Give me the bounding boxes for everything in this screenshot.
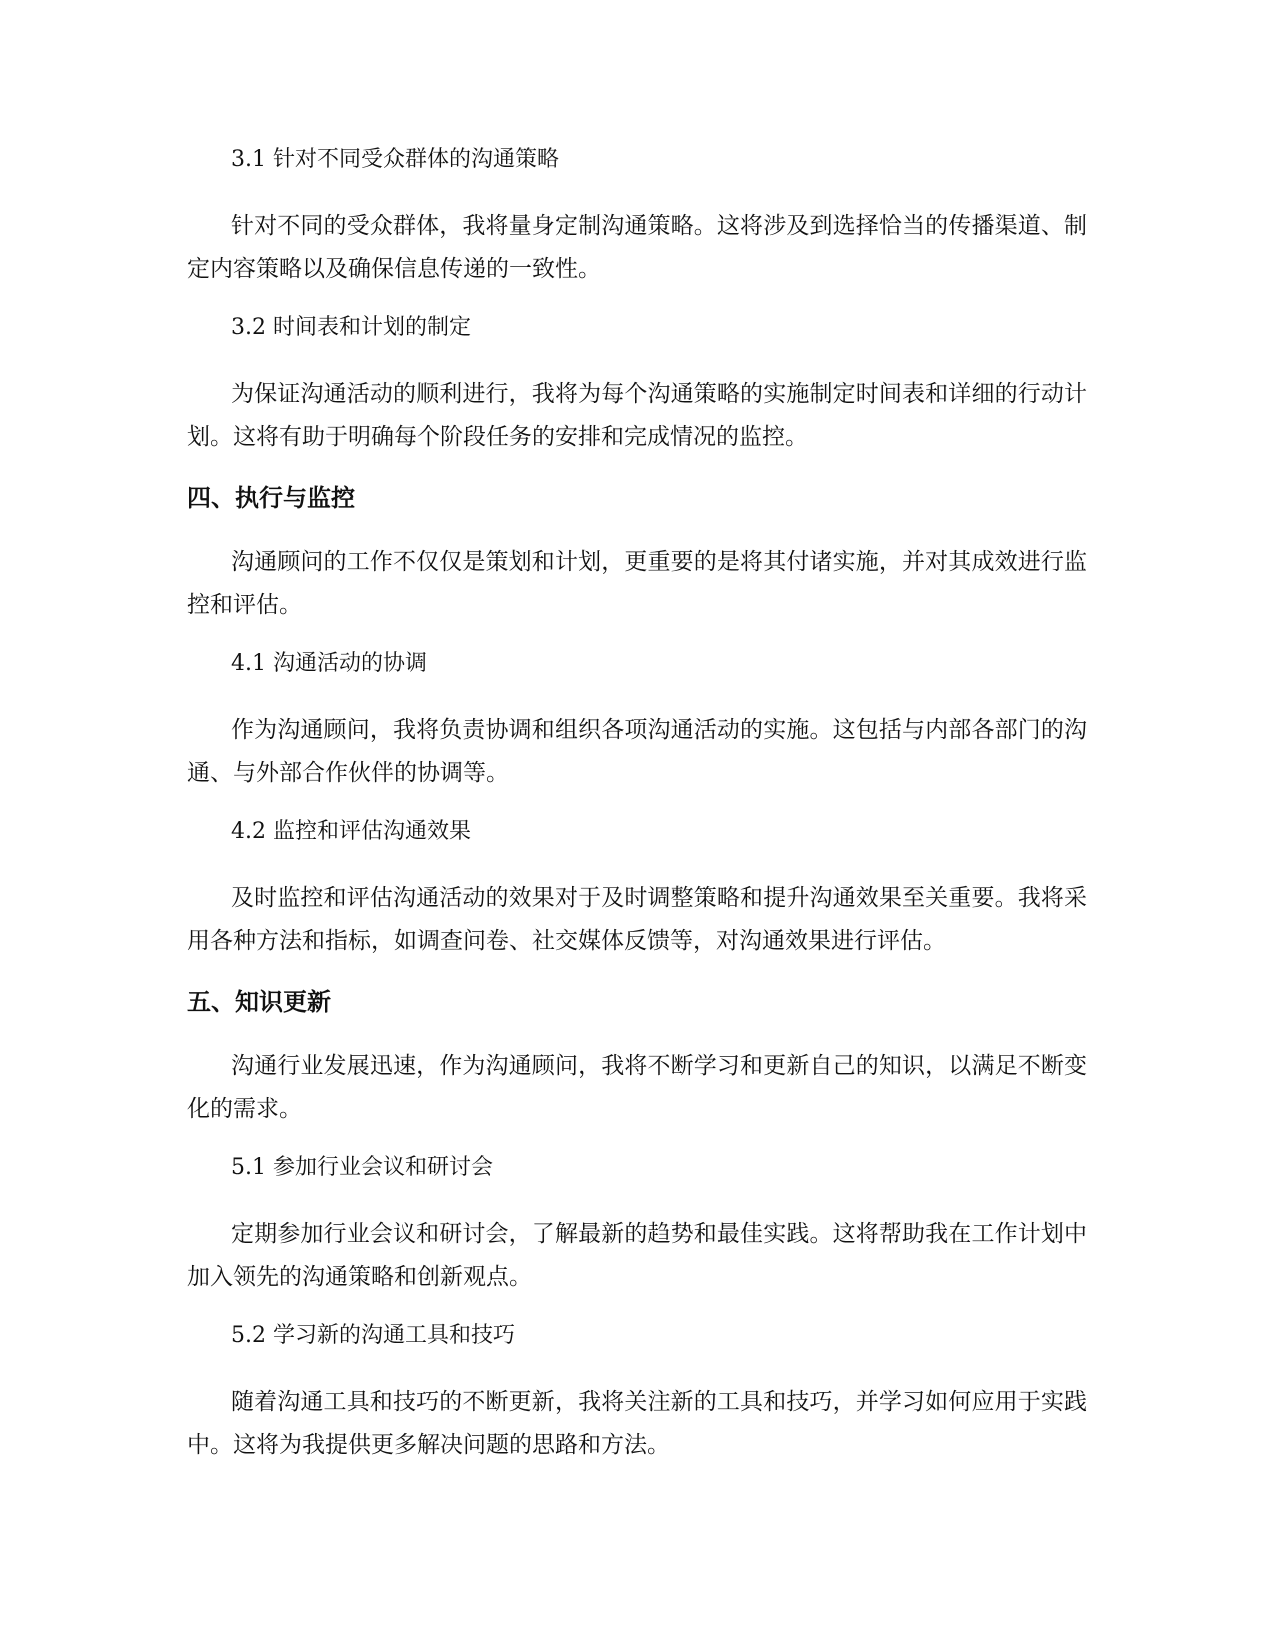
paragraph-4-intro: 沟通顾问的工作不仅仅是策划和计划，更重要的是将其付诸实施，并对其成效进行监控和评估。	[187, 549, 1087, 618]
paragraph-5-1: 定期参加行业会议和研讨会，了解最新的趋势和最佳实践。这将帮助我在工作计划中加入领先的沟通策略和创新观点。	[187, 1221, 1087, 1290]
section-heading-4: 四、执行与监控	[187, 484, 355, 512]
subheading-3-2: 3.2 时间表和计划的制定	[231, 315, 471, 340]
document-body	[187, 145, 1087, 1489]
paragraph-4-2: 及时监控和评估沟通活动的效果对于及时调整策略和提升沟通效果至关重要。我将采用各种方法和指标，如调查问卷、社交媒体反馈等，对沟通效果进行评估。	[187, 885, 1087, 954]
subheading-5-1: 5.1 参加行业会议和研讨会	[231, 1155, 493, 1180]
paragraph-3-2: 为保证沟通活动的顺利进行，我将为每个沟通策略的实施制定时间表和详细的行动计划。这将有助于明确每个阶段任务的安排和完成情况的监控。	[187, 381, 1087, 450]
paragraph-5-intro: 沟通行业发展迅速，作为沟通顾问，我将不断学习和更新自己的知识，以满足不断变化的需求。	[187, 1053, 1087, 1122]
subheading-4-2: 4.2 监控和评估沟通效果	[231, 819, 471, 844]
paragraph-3-1: 针对不同的受众群体，我将量身定制沟通策略。这将涉及到选择恰当的传播渠道、制定内容策略以及确保信息传递的一致性。	[187, 213, 1087, 282]
subheading-3-1: 3.1 针对不同受众群体的沟通策略	[231, 147, 559, 172]
paragraph-5-2: 随着沟通工具和技巧的不断更新，我将关注新的工具和技巧，并学习如何应用于实践中。这将为我提供更多解决问题的思路和方法。	[187, 1389, 1087, 1458]
paragraph-4-1: 作为沟通顾问，我将负责协调和组织各项沟通活动的实施。这包括与内部各部门的沟通、与外部合作伙伴的协调等。	[187, 717, 1087, 786]
subheading-4-1: 4.1 沟通活动的协调	[231, 651, 427, 676]
subheading-5-2: 5.2 学习新的沟通工具和技巧	[231, 1323, 515, 1348]
section-heading-5: 五、知识更新	[187, 988, 331, 1016]
